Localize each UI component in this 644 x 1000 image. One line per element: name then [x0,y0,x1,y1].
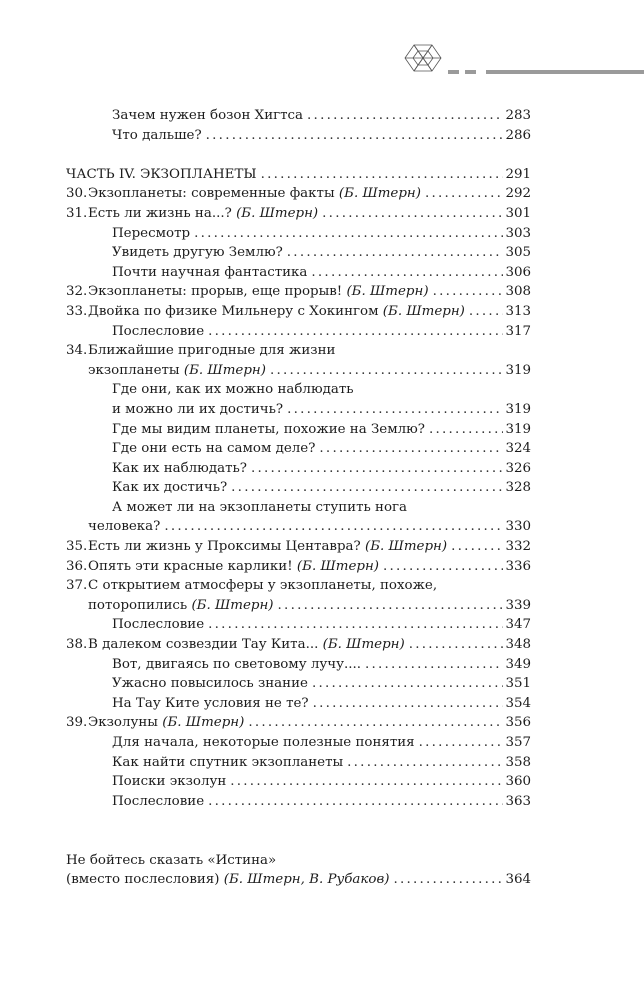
page-number: 356 [505,715,531,731]
toc-chapter-35[interactable] [66,537,531,557]
page-number: 291 [505,166,531,182]
toc-epilogue[interactable] [66,851,531,871]
toc-subentry-continued[interactable] [66,517,531,537]
subentry-title: Вот, двигаясь по световому лучу.... [112,656,361,672]
dot-leader [313,694,504,714]
chapter-author: (Б. Штерн) [191,597,274,613]
page-number: 347 [505,617,531,633]
dot-leader [206,126,504,146]
toc-chapter-34-continued[interactable] [66,361,531,381]
subentry-title-continued: и можно ли их достичь? [112,401,284,417]
subentry-title: Увидеть другую Землю? [112,245,283,261]
page-number: 364 [505,872,531,888]
page-number: 351 [505,676,531,692]
dot-leader [393,870,503,890]
epilogue-title-continued: (вместо послесловия) [66,872,220,888]
dot-leader [287,400,503,420]
chapter-author: (Б. Штерн) [364,539,448,555]
toc-subentry[interactable] [66,224,531,244]
toc-epilogue-continued[interactable] [66,870,531,890]
dot-leader [307,106,503,126]
subentry-title: Как найти спутник экзопланеты [112,754,344,770]
page-number: 319 [505,362,531,378]
page-number: 330 [505,519,531,535]
chapter-author: (Б. Штерн) [296,558,379,574]
toc-subentry[interactable] [66,498,531,518]
dot-leader [194,224,503,244]
page-number: 319 [505,401,531,417]
page-number: 332 [505,539,531,555]
subentry-title: Послесловие [112,793,205,809]
chapter-number: 33. [66,303,88,319]
subentry-title: Как их наблюдать? [112,460,247,476]
subentry-title-continued: человека? [88,519,161,535]
subentry-title: Ужасно повысилось знание [112,676,308,692]
page-number: 313 [505,303,531,319]
chapter-number: 38. [66,637,88,653]
subentry-title: На Тау Ките условия не те? [112,695,309,711]
subentry-title: Послесловие [112,323,205,339]
dot-leader [365,655,503,675]
dot-leader [287,243,504,263]
chapter-author: (Б. Штерн) [162,715,245,731]
subentry-title: А может ли на экзопланеты ступить нога [112,499,408,515]
page-number: 286 [505,127,531,143]
chapter-author: (Б. Штерн) [236,205,319,221]
toc-subentry[interactable] [66,655,531,675]
dot-leader [311,263,503,283]
page-header [0,0,644,110]
toc-subentry-continued[interactable] [66,400,531,420]
page-number: 357 [505,735,531,750]
toc-subentry[interactable] [66,459,531,479]
toc-chapter-33[interactable] [66,302,531,322]
subentry-title: Где мы видим планеты, похожие на Землю? [112,421,425,437]
dot-leader [319,439,503,459]
dot-leader [278,596,504,616]
page-number: 358 [505,754,531,770]
page-number: 306 [505,264,531,280]
dot-leader [419,733,504,753]
dot-leader [230,772,503,792]
page-number: 354 [505,695,531,711]
chapter-title: Экзопланеты: прорыв, еще прорыв! [88,284,343,300]
chapter-title: Опять эти красные карлики! [88,558,293,574]
header-ornament [0,0,644,110]
subentry-title: Где они есть на самом деле? [112,441,316,457]
subentry-title: Поиски экзолун [112,774,227,790]
chapter-title: Экзолуны [88,715,158,731]
toc-chapter-31[interactable] [66,204,531,224]
chapter-number: 39. [66,715,88,731]
header-rule [486,70,644,74]
toc-chapter-38[interactable] [66,635,531,655]
dot-leader [469,302,504,322]
chapter-number: 34. [66,343,88,359]
chapter-title-continued: экзопланеты [88,362,180,378]
page-number: 360 [505,774,531,790]
toc-subentry[interactable] [66,733,531,753]
chapter-author: (Б. Штерн) [338,186,421,202]
page-number: 303 [505,225,531,241]
chapter-number: 37. [66,578,88,594]
toc-entry[interactable] [66,106,531,126]
chapter-title: Экзопланеты: современные факты [88,186,335,202]
page-number: 326 [505,460,531,476]
dot-leader [433,282,504,302]
toc-subentry[interactable] [66,243,531,263]
header-dash-1 [448,70,459,74]
dot-leader [312,674,504,694]
chapter-number: 32. [66,284,88,300]
chapter-number: 31. [66,205,88,221]
dot-leader [409,635,504,655]
dot-leader [208,322,503,342]
chapter-title: В далеком созвездии Тау Кита... [88,637,319,653]
subentry-title: Как их достичь? [112,480,228,496]
toc-chapter-30[interactable] [66,184,531,204]
dot-leader [322,204,503,224]
chapter-title: Ближайшие пригодные для жизни [88,343,336,359]
toc-chapter-34[interactable] [66,341,531,361]
subentry-title: Где они, как их можно наблюдать [112,382,354,398]
chapter-author: (Б. Штерн) [183,362,266,378]
chapter-title: Есть ли жизнь на...? [88,205,232,221]
dot-leader [164,517,503,537]
page-number: 319 [505,421,531,437]
tesseract-icon [405,45,441,71]
dot-leader [231,478,503,498]
dot-leader [251,459,503,479]
epilogue-title: Не бойтесь сказать «Истина» [66,852,277,868]
toc-chapter-32[interactable] [66,282,531,302]
dot-leader [451,537,503,557]
toc-subentry[interactable] [66,420,531,440]
page-number: 283 [505,108,531,123]
toc-subentry[interactable] [66,263,531,283]
dot-leader [208,615,503,635]
toc-subentry[interactable] [66,380,531,400]
toc-subentry[interactable] [66,439,531,459]
toc-subentry[interactable] [66,674,531,694]
subentry-title: Пересмотр [112,225,191,241]
chapter-number: 35. [66,539,88,555]
toc-subentry[interactable] [66,753,531,773]
page-number: 301 [505,205,531,221]
toc-subentry[interactable] [66,792,531,812]
subentry-title: Послесловие [112,617,205,633]
page-number: 339 [505,597,531,613]
toc-chapter-37[interactable] [66,576,531,596]
page-number: 324 [505,441,531,457]
dot-leader [248,713,503,733]
dot-leader [383,557,503,577]
chapter-title-continued: поторопились [88,597,188,613]
chapter-title: Двойка по физике Мильнеру с Хокингом [88,303,379,319]
table-of-contents [66,106,531,890]
page-number: 328 [505,480,531,496]
toc-subentry[interactable] [66,772,531,792]
chapter-author: (Б. Штерн) [322,637,405,653]
page-number: 317 [505,323,531,339]
chapter-author: (Б. Штерн) [346,284,429,300]
chapter-title: Есть ли жизнь у Проксимы Центавра? [88,539,361,555]
toc-entry[interactable] [66,126,531,146]
toc-chapter-36[interactable] [66,557,531,577]
page-number: 348 [505,637,531,653]
dot-leader [429,420,503,440]
toc-chapter-39[interactable] [66,713,531,733]
header-dash-2 [465,70,476,74]
page-number: 336 [505,558,531,574]
toc-chapter-37-continued[interactable] [66,596,531,616]
page-number: 363 [505,793,531,809]
dot-leader [208,792,503,812]
toc-subentry[interactable] [66,615,531,635]
chapter-number: 30. [66,186,88,202]
chapter-title: С открытием атмосферы у экзопланеты, похоже, [88,578,438,594]
toc-part-heading[interactable] [66,165,531,185]
toc-subentry[interactable] [66,694,531,714]
toc-entry-title: Что дальше? [112,127,202,143]
toc-subentry[interactable] [66,478,531,498]
page-number: 349 [505,656,531,672]
toc-subentry[interactable] [66,322,531,342]
chapter-number: 36. [66,558,88,574]
subentry-title: Для начала, некоторые полезные понятия [112,735,415,750]
page-number: 308 [505,284,531,300]
toc-entry-title: Зачем нужен бозон Хигтса [112,108,304,123]
part-title: ЧАСТЬ IV. ЭКЗОПЛАНЕТЫ [66,166,257,182]
chapter-author: (Б. Штерн) [382,303,465,319]
dot-leader [261,165,504,185]
dot-leader [347,753,503,773]
page-number: 305 [505,245,531,261]
epilogue-authors: (Б. Штерн, В. Рубаков) [223,872,390,888]
page-number: 292 [505,186,531,202]
dot-leader [270,361,503,381]
subentry-title: Почти научная фантастика [112,264,308,280]
dot-leader [425,184,503,204]
